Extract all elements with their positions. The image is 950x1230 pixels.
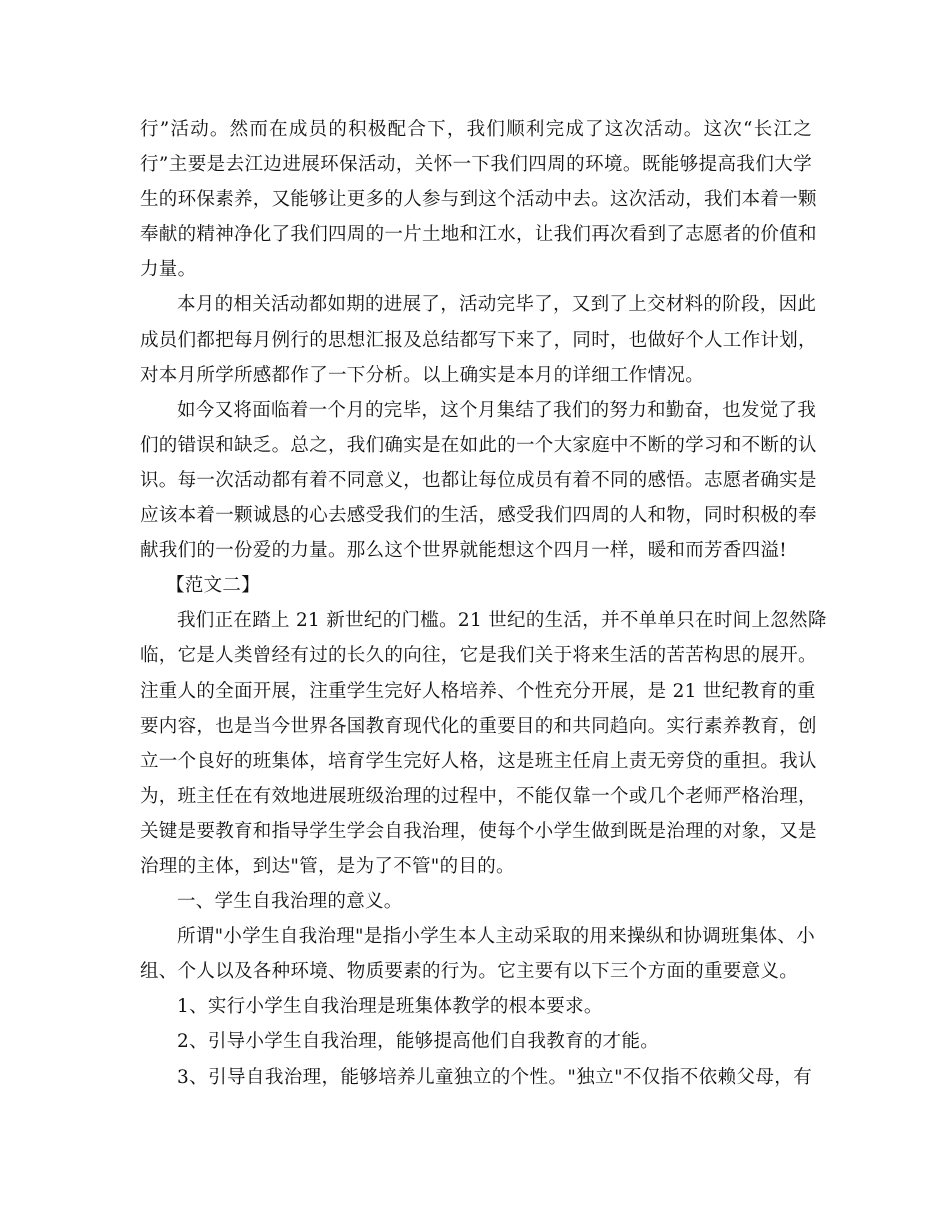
text-line: 关键是要教育和指导学生学会自我治理，使每个小学生做到既是治理的对象，又是 xyxy=(140,820,817,842)
text-line: 们的错误和缺乏。总之，我们确实是在如此的一个大家庭中不断的学习和不断的认 xyxy=(140,434,817,456)
list-item: 3、引导自我治理，能够培养儿童独立的个性。"独立"不仅指不依赖父母，有 xyxy=(177,1066,812,1088)
text-line: 本月的相关活动都如期的进展了，活动完毕了，又到了上交材料的阶段，因此 xyxy=(177,294,817,316)
text-line: 成员们都把每月例行的思想汇报及总结都写下来了，同时，也做好个人工作计划， xyxy=(140,329,817,351)
text-line: 所谓"小学生自我治理"是指小学生本人主动采取的用来操纵和协调班集体、小 xyxy=(177,926,816,948)
text-line: 要内容，也是当今世界各国教育现代化的重要目的和共同趋向。实行素养教育，创 xyxy=(140,715,817,737)
text-line: 行”活动。然而在成员的积极配合下，我们顺利完成了这次活动。这次“长江之 xyxy=(140,119,812,140)
subheading-line: 一、学生自我治理的意义。 xyxy=(177,891,403,913)
text-line: 组、个人以及各种环境、物质要素的行为。它主要有以下三个方面的重要意义。 xyxy=(140,961,799,983)
text-line: 如今又将面临着一个月的完毕，这个月集结了我们的努力和勤奋，也发觉了我 xyxy=(177,399,817,421)
text-line: 对本月所学所感都作了一下分析。以上确实是本月的详细工作情况。 xyxy=(140,364,705,386)
text-line: 立一个良好的班集体，培育学生完好人格，这是班主任肩上责无旁贷的重担。我认 xyxy=(140,750,817,772)
document-body xyxy=(140,112,827,1095)
list-item: 1、实行小学生自我治理是班集体教学的根本要求。 xyxy=(177,996,603,1018)
text-line: 力量。 xyxy=(140,259,197,281)
text-line: 献我们的一份爱的力量。那么这个世界就能想这个四月一样，暖和而芳香四溢! xyxy=(140,540,787,562)
list-item: 2、引导小学生自我治理，能够提高他们自我教育的才能。 xyxy=(177,1031,660,1053)
text-line: 行”主要是去江边进展环保活动，关怀一下我们四周的环境。既能够提高我们大学 xyxy=(140,154,812,176)
text-line: 为，班主任在有效地进展班级治理的过程中，不能仅靠一个或几个老师严格治理， xyxy=(140,785,817,807)
text-line: 治理的主体，到达"管，是为了不管"的目的。 xyxy=(140,855,515,877)
text-line: 临，它是人类曾经有过的长久的向往，它是我们关于将来生活的苦苦构思的展开。 xyxy=(140,645,817,667)
text-line: 奉献的精神净化了我们四周的一片土地和江水，让我们再次看到了志愿者的价值和 xyxy=(140,224,817,246)
text-line: 生的环保素养，又能够让更多的人参与到这个活动中去。这次活动，我们本着一颗 xyxy=(140,189,817,211)
section-heading: 【范文二】 xyxy=(166,575,261,597)
text-line: 识。每一次活动都有着不同意义，也都让每位成员有着不同的感悟。志愿者确实是 xyxy=(140,469,817,491)
text-line: 注重人的全面开展，注重学生完好人格培养、个性充分开展，是 21 世纪教育的重 xyxy=(140,680,816,702)
text-line: 我们正在踏上 21 新世纪的门槛。21 世纪的生活，并不单单只在时间上忽然降 xyxy=(177,610,827,632)
text-line: 应该本着一颗诚恳的心去感受我们的生活，感受我们四周的人和物，同时积极的奉 xyxy=(140,505,817,527)
